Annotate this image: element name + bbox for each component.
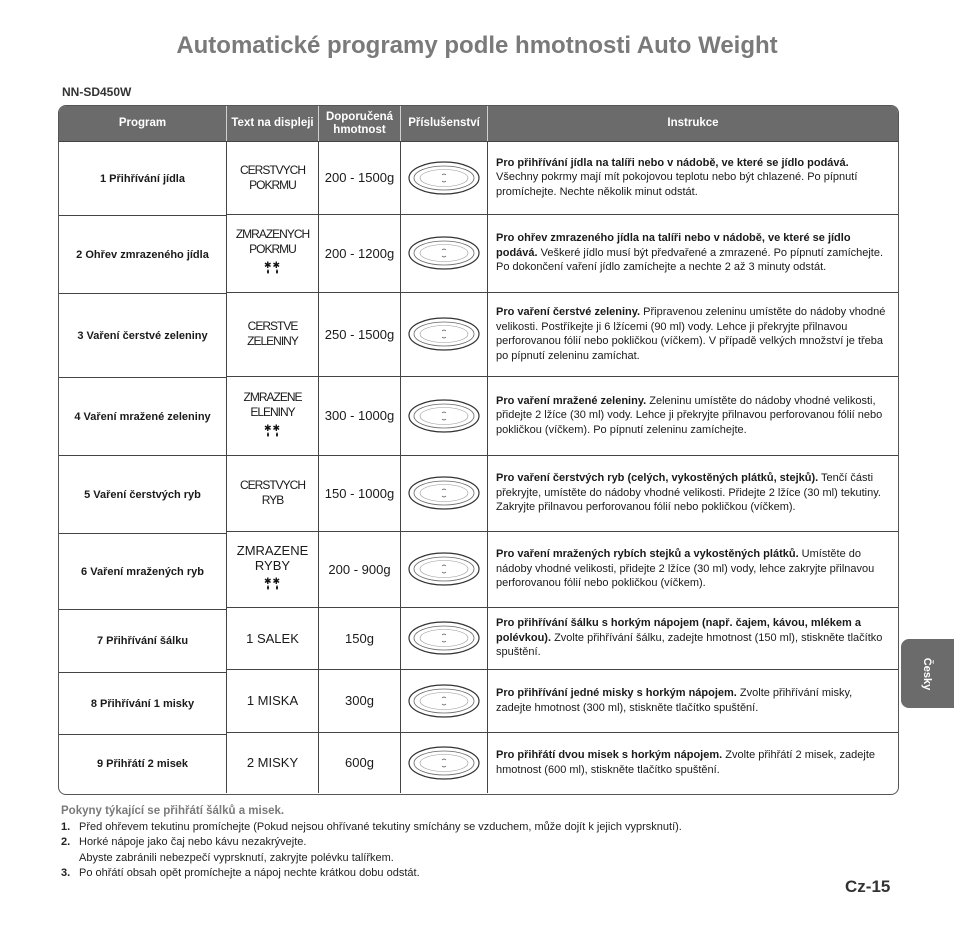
display-text: 1 MISKA xyxy=(246,693,299,708)
weight-cell: 200 - 1200g xyxy=(319,214,401,292)
instruction-cell xyxy=(488,455,898,531)
note-number: 1. xyxy=(61,820,71,833)
program-label: 2 Ohřev zmrazeného jídla xyxy=(76,248,209,261)
accessory-cell xyxy=(401,732,488,793)
accessory-cell xyxy=(401,669,488,732)
program-label: 6 Vaření mražených ryb xyxy=(81,565,204,578)
instruction-cell xyxy=(488,376,898,455)
header-program: Program xyxy=(59,106,227,141)
accessory-cell xyxy=(401,607,488,669)
language-tab-label: Česky xyxy=(921,657,934,690)
svg-text:✱✱: ✱✱ xyxy=(263,261,281,271)
turntable-plate-icon xyxy=(407,619,481,657)
instruction-bold: Pro přihřívání šálku s horkým nápojem (např. čajem, kávou, mlékem a polévkou). xyxy=(496,617,861,644)
accessory-cell xyxy=(401,292,488,376)
display-text-cell xyxy=(227,531,319,607)
weight-cell: 150 - 1000g xyxy=(319,455,401,531)
notes-heading: Pokyny týkající se přihřátí šálků a misek. xyxy=(61,805,285,817)
accessory-cell xyxy=(401,455,488,531)
display-text: 2 MISKY xyxy=(246,755,299,770)
weight-cell: 300g xyxy=(319,669,401,732)
display-text-cell xyxy=(227,376,319,455)
instruction-bold: Pro přihřívání jedné misky s horkým nápojem. xyxy=(496,687,737,699)
instruction-bold: Pro vaření mražené zeleniny. xyxy=(496,394,647,407)
instruction-bold: Pro vaření mražených rybích stejků a vykostěných plátků. xyxy=(496,548,799,561)
note-line: Horké nápoje jako čaj nebo kávu nezakrývejte. xyxy=(79,836,307,848)
snowflake-drops-icon xyxy=(263,576,283,595)
accessory-cell xyxy=(401,531,488,607)
display-text: 1 SALEK xyxy=(246,630,299,646)
header-accessory: Příslušenství xyxy=(401,106,488,141)
table-row xyxy=(59,214,898,292)
program-label: 5 Vaření čerstvých ryb xyxy=(84,488,201,501)
accessory-cell xyxy=(401,214,488,292)
turntable-plate-icon xyxy=(407,682,481,720)
svg-text:✱✱: ✱✱ xyxy=(263,423,281,434)
weight-cell: 150g xyxy=(319,607,401,669)
table-row xyxy=(59,141,898,214)
table-row xyxy=(59,607,898,669)
instruction-bold: Pro vaření čerstvé zeleniny. xyxy=(496,306,641,318)
table-row xyxy=(59,669,898,732)
table-row xyxy=(59,292,898,376)
turntable-plate-icon xyxy=(407,744,481,782)
accessory-cell xyxy=(401,141,488,214)
weight-cell: 300 - 1000g xyxy=(319,376,401,455)
note-number: 2. xyxy=(61,836,71,848)
instruction-bold: Pro přihřátí dvou misek s horkým nápojem. xyxy=(496,749,723,761)
display-text-cell xyxy=(227,607,319,669)
program-label: 8 Přihřívání 1 misky xyxy=(90,697,195,710)
note-item xyxy=(61,866,901,882)
instruction-cell xyxy=(488,531,898,607)
display-text: ZMRAZENE RYBY xyxy=(236,543,309,573)
auto-weight-table xyxy=(58,105,899,795)
page-number: Cz-15 xyxy=(845,877,891,896)
header-weight: Doporučená hmotnost xyxy=(319,106,401,141)
table-row xyxy=(59,376,898,455)
instruction-text: Zvolte přihřátí 2 misek, zadejte hmotnost (600 ml), stiskněte tlačítko spuštění. xyxy=(496,749,876,776)
instruction-cell xyxy=(488,732,898,793)
turntable-plate-icon xyxy=(407,397,481,435)
instruction-text: Zvolte přihřívání šálku, zadejte hmotnost (150 ml), stiskněte tlačítko spuštění. xyxy=(496,631,883,659)
display-text: CERSTVE ZELENINY xyxy=(247,319,298,348)
page-title: Automatické programy podle hmotnosti Auto Weight xyxy=(176,32,778,59)
display-text: ZMRAZENYCH POKRMU xyxy=(235,227,310,256)
table-row xyxy=(59,455,898,531)
instruction-text: Připravenou zeleninu umístěte do nádoby vhodné velikosti. Postříkejte ji 6 lžícemi (90 ml) vody. Lehce ji překryjte přilnavou perforovanou fólií nebo pokličkou (víčkem). V případě velkých množství je třeba po pípnutí zeleninu zamíchat. xyxy=(496,306,886,362)
instruction-text: Tenčí části překryjte, umístěte do nádoby vhodné velikosti. Přidejte 2 lžíce (30 ml) tekutiny. Zakryjte přilnavou perforovanou fólií nebo pokličkou (víčkem). xyxy=(496,472,881,514)
display-text-cell xyxy=(227,732,319,793)
instruction-bold: Pro ohřev zmrazeného jídla na talíři nebo v nádobě, ve které se jídlo podává. xyxy=(496,232,851,259)
program-label: 7 Přihřívání šálku xyxy=(96,635,189,647)
snowflake-drops-icon xyxy=(263,260,283,279)
turntable-plate-icon xyxy=(407,550,481,588)
program-label: 3 Vaření čerstvé zeleniny xyxy=(77,329,208,342)
weight-cell: 200 - 1500g xyxy=(319,141,401,214)
instruction-cell xyxy=(488,292,898,376)
instruction-cell xyxy=(488,669,898,732)
program-label: 1 Přihřívání jídla xyxy=(100,172,185,185)
table-row xyxy=(59,531,898,607)
weight-cell: 600g xyxy=(319,732,401,793)
language-tab[interactable] xyxy=(901,639,954,708)
display-text: CERSTVYCH RYB xyxy=(239,478,305,507)
note-item xyxy=(61,820,901,836)
display-text: CERSTVYCH POKRMU xyxy=(239,162,305,192)
weight-cell: 250 - 1500g xyxy=(319,292,401,376)
table-row xyxy=(59,732,898,793)
snowflake-drops-icon xyxy=(263,423,283,442)
display-text-cell xyxy=(227,292,319,376)
note-item xyxy=(61,835,901,866)
note-number: 3. xyxy=(61,867,71,879)
turntable-plate-icon xyxy=(407,159,481,197)
instruction-bold: Pro vaření čerstvých ryb (celých, vykostěných plátků, stejků). xyxy=(496,472,819,485)
table-header xyxy=(59,106,898,141)
display-text-cell xyxy=(227,214,319,292)
note-line: Po ohřátí obsah opět promíchejte a nápoj nechte krátkou dobu odstát. xyxy=(79,867,420,879)
instruction-text: Zeleninu umístěte do nádoby vhodné velikosti, přidejte 2 lžíce (30 ml) vody. Lehce ji překryjte přilnavou perforovanou fólií nebo pokličkou (víčkem). Po pípnutí zeleninu zamíchejte. xyxy=(496,394,883,436)
display-text: ZMRAZENE ELENINY xyxy=(243,389,302,419)
turntable-plate-icon xyxy=(407,474,481,512)
instruction-text: Veškeré jídlo musí být předvařené a zmrazené. Po pípnutí zamíchejte. Po dokončení vaření jídlo zamíchejte a nechte 2 až 3 minuty odstát. xyxy=(496,246,884,274)
note-line: Před ohřevem tekutinu promíchejte (Pokud nejsou ohřívané tekutiny smíchány se vzduchem, může dojít k jejich vyprsknutí). xyxy=(79,820,682,833)
svg-text:✱✱: ✱✱ xyxy=(263,577,281,587)
instruction-cell xyxy=(488,607,898,669)
instruction-cell xyxy=(488,214,898,292)
turntable-plate-icon xyxy=(407,234,481,272)
display-text-cell xyxy=(227,141,319,214)
instruction-text: Zvolte přihřívání misky, zadejte hmotnost (300 ml), stiskněte tlačítko spuštění. xyxy=(496,687,853,714)
note-line: Abyste zabránili nebezpečí vyprsknutí, zakryjte polévku talířkem. xyxy=(79,851,394,864)
instruction-bold: Pro přihřívání jídla na talíři nebo v nádobě, ve které se jídlo podává. xyxy=(496,156,849,169)
header-instructions: Instrukce xyxy=(667,117,719,129)
display-text-cell xyxy=(227,669,319,732)
model-label: NN-SD450W xyxy=(62,85,132,99)
instruction-cell xyxy=(488,141,898,214)
accessory-cell xyxy=(401,376,488,455)
notes-section xyxy=(61,804,901,882)
program-label: 9 Přihřátí 2 misek xyxy=(96,758,189,770)
instruction-text: Umístěte do nádoby vhodné velikosti, přidejte 2 lžíce (30 ml) vody, lehce zakryjte přilnavou perforovanou fólií nebo pokličkou (víčkem). xyxy=(496,548,875,590)
instruction-text: Všechny pokrmy mají mít pokojovou teplotu nebo být chlazené. Po pípnutí promíchejte. Nechte několik minut odstát. xyxy=(496,171,858,198)
turntable-plate-icon xyxy=(407,315,481,353)
header-display: Text na displeji xyxy=(227,106,319,141)
program-label: 4 Vaření mražené zeleniny xyxy=(74,410,211,423)
display-text-cell xyxy=(227,455,319,531)
weight-cell: 200 - 900g xyxy=(319,531,401,607)
